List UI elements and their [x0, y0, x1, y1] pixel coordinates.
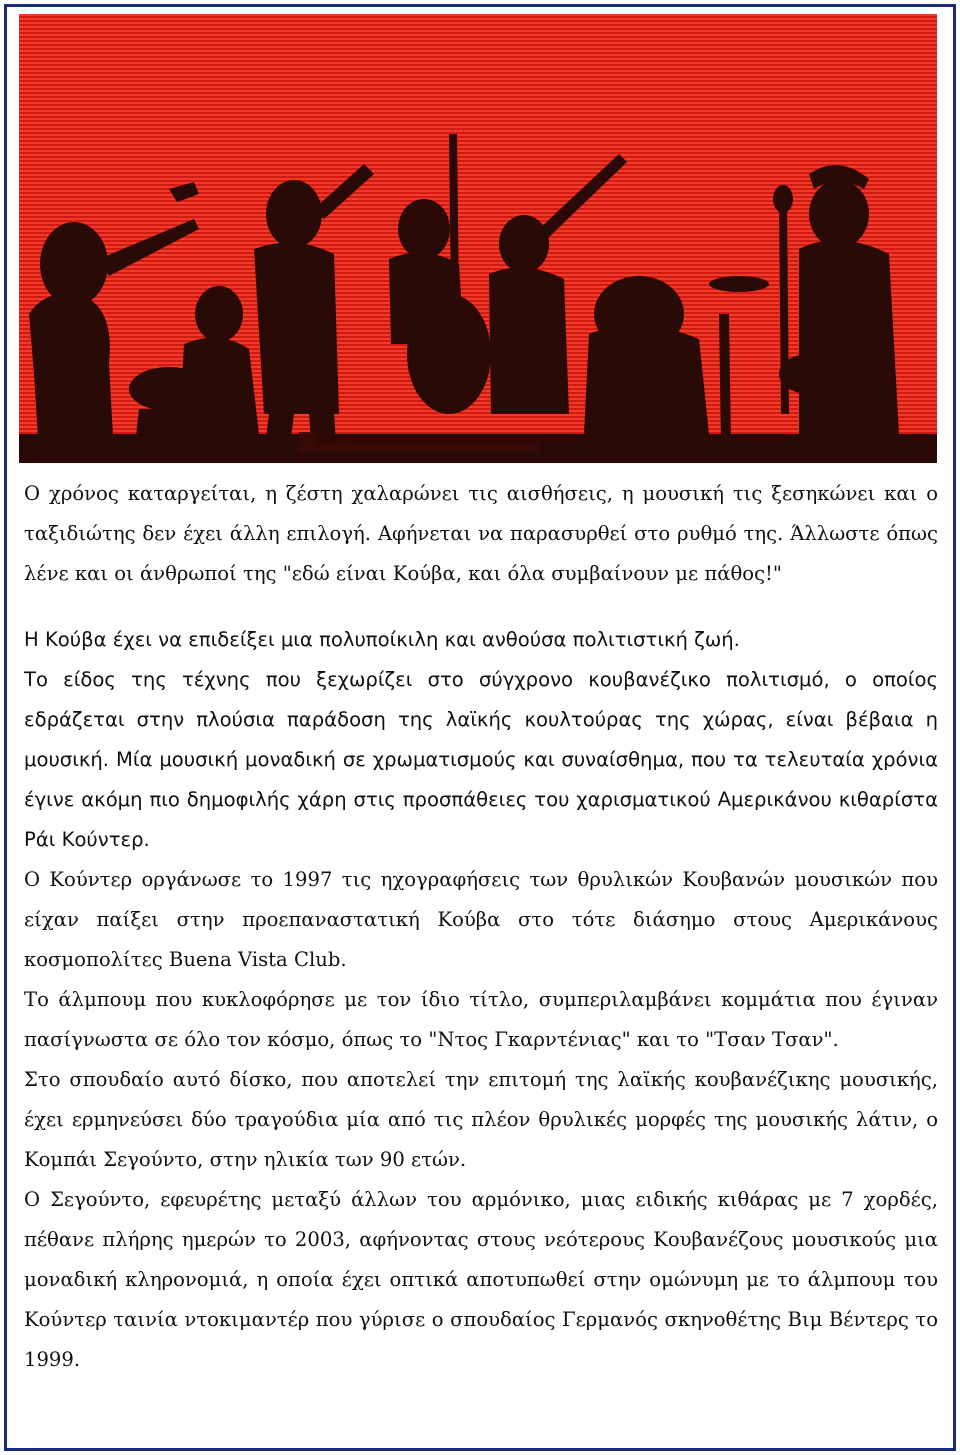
paragraph-culture: Η Κούβα έχει να επιδείξει μια πολυποίκιλη και ανθούσα πολιτιστική ζωή. — [24, 628, 740, 651]
paragraph-intro: Ο χρόνος καταργείται, η ζέστη χαλαρώνει τις αισθήσεις, η μουσική τις ξεσηκώνει και ο ταξιδιώτης δεν έχει άλλη επιλογή. Αφήνεται να παρασυρθεί στο ρυθμό της. Άλλωστε όπως λένε και οι άνθρωποί της "εδώ είναι Κούβα, και όλα συμβαίνουν με πάθος!" — [24, 482, 938, 585]
musicians-silhouette-image — [19, 14, 937, 463]
band-silhouette-banner — [19, 14, 937, 463]
article-body — [24, 474, 938, 1380]
paragraph-segundo: Στο σπουδαίο αυτό δίσκο, που αποτελεί την επιτομή της λαϊκής κουβανέζικης μουσικής, έχει ερμηνεύσει δύο τραγούδια μία από τις πλέον θρυλικές μορφές της μουσικής λάτιν, ο Κομπάι Σεγούντο, στην ηλικία των 90 ετών. — [24, 1068, 938, 1171]
paragraph-album: Το άλμπουμ που κυκλοφόρησε με τον ίδιο τίτλο, συμπεριλαμβάνει κομμάτια που έγιναν πασίγνωστα σε όλο τον κόσμο, όπως το "Ντος Γκαρντένιας" και το "Τσαν Τσαν". — [24, 988, 938, 1051]
paragraph-cooder: Ο Κούντερ οργάνωσε το 1997 τις ηχογραφήσεις των θρυλικών Κουβανών μουσικών που είχαν παίξει στην προεπαναστατική Κούβα στο τότε διάσημο στους Αμερικάνους κοσμοπολίτες Buena Vista Club. — [24, 868, 938, 971]
paragraph-music: Το είδος της τέχνης που ξεχωρίζει στο σύγχρονο κουβανέζικο πολιτισμό, ο οποίος εδράζεται στην πλούσια παράδοση της λαϊκής κουλτούρας της χώρας, είναι βέβαια η μουσική. Μία μουσική μοναδική σε χρωματισμούς και συναίσθημα, που τα τελευταία χρόνια έγινε ακόμη πιο δημοφιλής χάρη στις προσπάθειες του χαρισματικού Αμερικάνου κιθαρίστα Ράι Κούντερ. — [24, 668, 938, 851]
paragraph-legacy: Ο Σεγούντο, εφευρέτης μεταξύ άλλων του αρμόνικο, μιας ειδικής κιθάρας με 7 χορδές, πέθανε πλήρης ημερών το 2003, αφήνοντας στους νεότερους Κουβανέζους μουσικούς μια μοναδική κληρονομιά, η οποία έχει οπτικά αποτυπωθεί στην ομώνυμη με το άλμπουμ του Κούντερ ταινία ντοκιμαντέρ που γύρισε ο σπουδαίος Γερμανός σκηνοθέτης Βιμ Βέντερς το 1999. — [24, 1188, 938, 1371]
